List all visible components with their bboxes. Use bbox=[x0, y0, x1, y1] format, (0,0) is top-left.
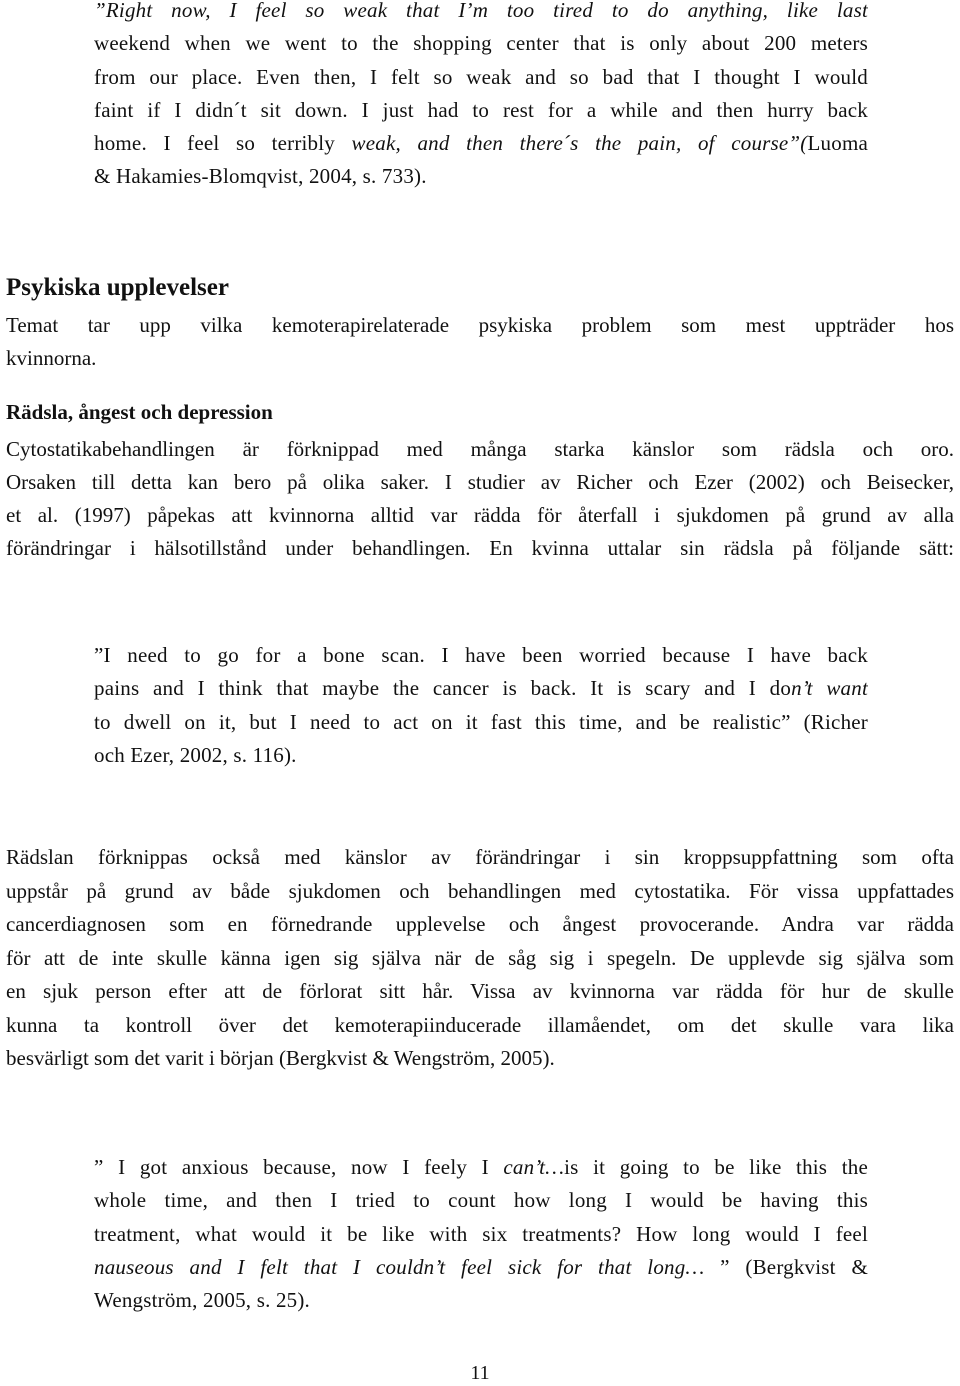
quote-line: whole time, and then I tried to count how long I would be having this bbox=[94, 1188, 868, 1213]
quote-line: och Ezer, 2002, s. 116). bbox=[94, 742, 297, 767]
quote-line: from our place. Even then, I felt so weak and so bad that I thought I would bbox=[94, 64, 868, 89]
quote-line: & Hakamies-Blomqvist, 2004, s. 733). bbox=[94, 164, 427, 189]
quote-line: home. I feel so terribly weak, and then there´s the pain, of course”(Luoma bbox=[94, 131, 868, 156]
paragraph-line: en sjuk person efter att de förlorat sitt hår. Vissa av kvinnorna var rädda för hur de skulle bbox=[6, 979, 954, 1003]
quote-line: nauseous and I felt that I couldn’t feel sick for that long… ” (Bergkvist & bbox=[94, 1254, 868, 1279]
quote-line: pains and I think that maybe the cancer is back. It is scary and I don’t want bbox=[94, 676, 868, 701]
subsection-line: Cytostatikabehandlingen är förknippad med många starka känslor som rädsla och oro. bbox=[6, 437, 954, 461]
paragraph-line: uppstår på grund av både sjukdomen och behandlingen med cytostatika. För vissa uppfattades bbox=[6, 878, 954, 903]
paragraph-line: Rädslan förknippas också med känslor av förändringar i sin kroppsuppfattning som ofta bbox=[6, 845, 954, 869]
quote-line: treatment, what would it be like with six treatments? How long would I feel bbox=[94, 1221, 868, 1246]
paragraph-line: cancerdiagnosen som en förnedrande upplevelse och ångest provocerande. Andra var rädda bbox=[6, 912, 954, 936]
quote-line: ” I got anxious because, now I feely I can’t…is it going to be like this the bbox=[94, 1155, 868, 1179]
quote-line: weekend when we went to the shopping center that is only about 200 meters bbox=[94, 31, 868, 56]
subsection bbox=[6, 398, 954, 565]
quote-luoma bbox=[94, 0, 868, 194]
quote-line: ”Right now, I feel so weak that I’m too tired to do anything, like last bbox=[94, 0, 868, 22]
section-heading: Psykiska upplevelser bbox=[6, 274, 229, 301]
body-paragraph bbox=[6, 841, 954, 1076]
quote-line: Wengström, 2005, s. 25). bbox=[94, 1288, 311, 1313]
paragraph-line: för att de inte skulle känna igen sig själva när de såg sig i spegeln. De upplevde sig själva som bbox=[6, 945, 954, 970]
section-intro-line: kvinnorna. bbox=[6, 346, 97, 370]
quote-line: to dwell on it, but I need to act on it fast this time, and be realistic” (Richer bbox=[94, 709, 868, 734]
subsection-heading: Rädsla, ångest och depression bbox=[6, 400, 273, 424]
section-intro-line: Temat tar upp vilka kemoterapirelaterade psykiska problem som mest uppträder hos bbox=[6, 313, 954, 337]
paragraph-line: kunna ta kontroll över det kemoterapiinducerade illamåendet, om det skulle vara lika bbox=[6, 1012, 954, 1037]
quote-richer bbox=[94, 639, 868, 772]
quote-line: faint if I didn´t sit down. I just had to rest for a while and then hurry back bbox=[94, 97, 868, 122]
subsection-line: et al. (1997) påpekas att kvinnorna alltid var rädda för återfall i sjukdomen på grund av alla bbox=[6, 503, 954, 527]
subsection-line: förändringar i hälsotillstånd under behandlingen. En kvinna uttalar sin rädsla på följande sätt: bbox=[6, 536, 954, 560]
quote-line: ”I need to go for a bone scan. I have been worried because I have back bbox=[94, 643, 868, 667]
paragraph-line: besvärligt som det varit i början (Bergkvist & Wengström, 2005). bbox=[6, 1046, 555, 1070]
page-number: 11 bbox=[470, 1362, 490, 1384]
subsection-line: Orsaken till detta kan bero på olika saker. I studier av Richer och Ezer (2002) och Beisecker, bbox=[6, 470, 954, 494]
quote-bergkvist bbox=[94, 1151, 868, 1317]
section bbox=[6, 273, 954, 375]
